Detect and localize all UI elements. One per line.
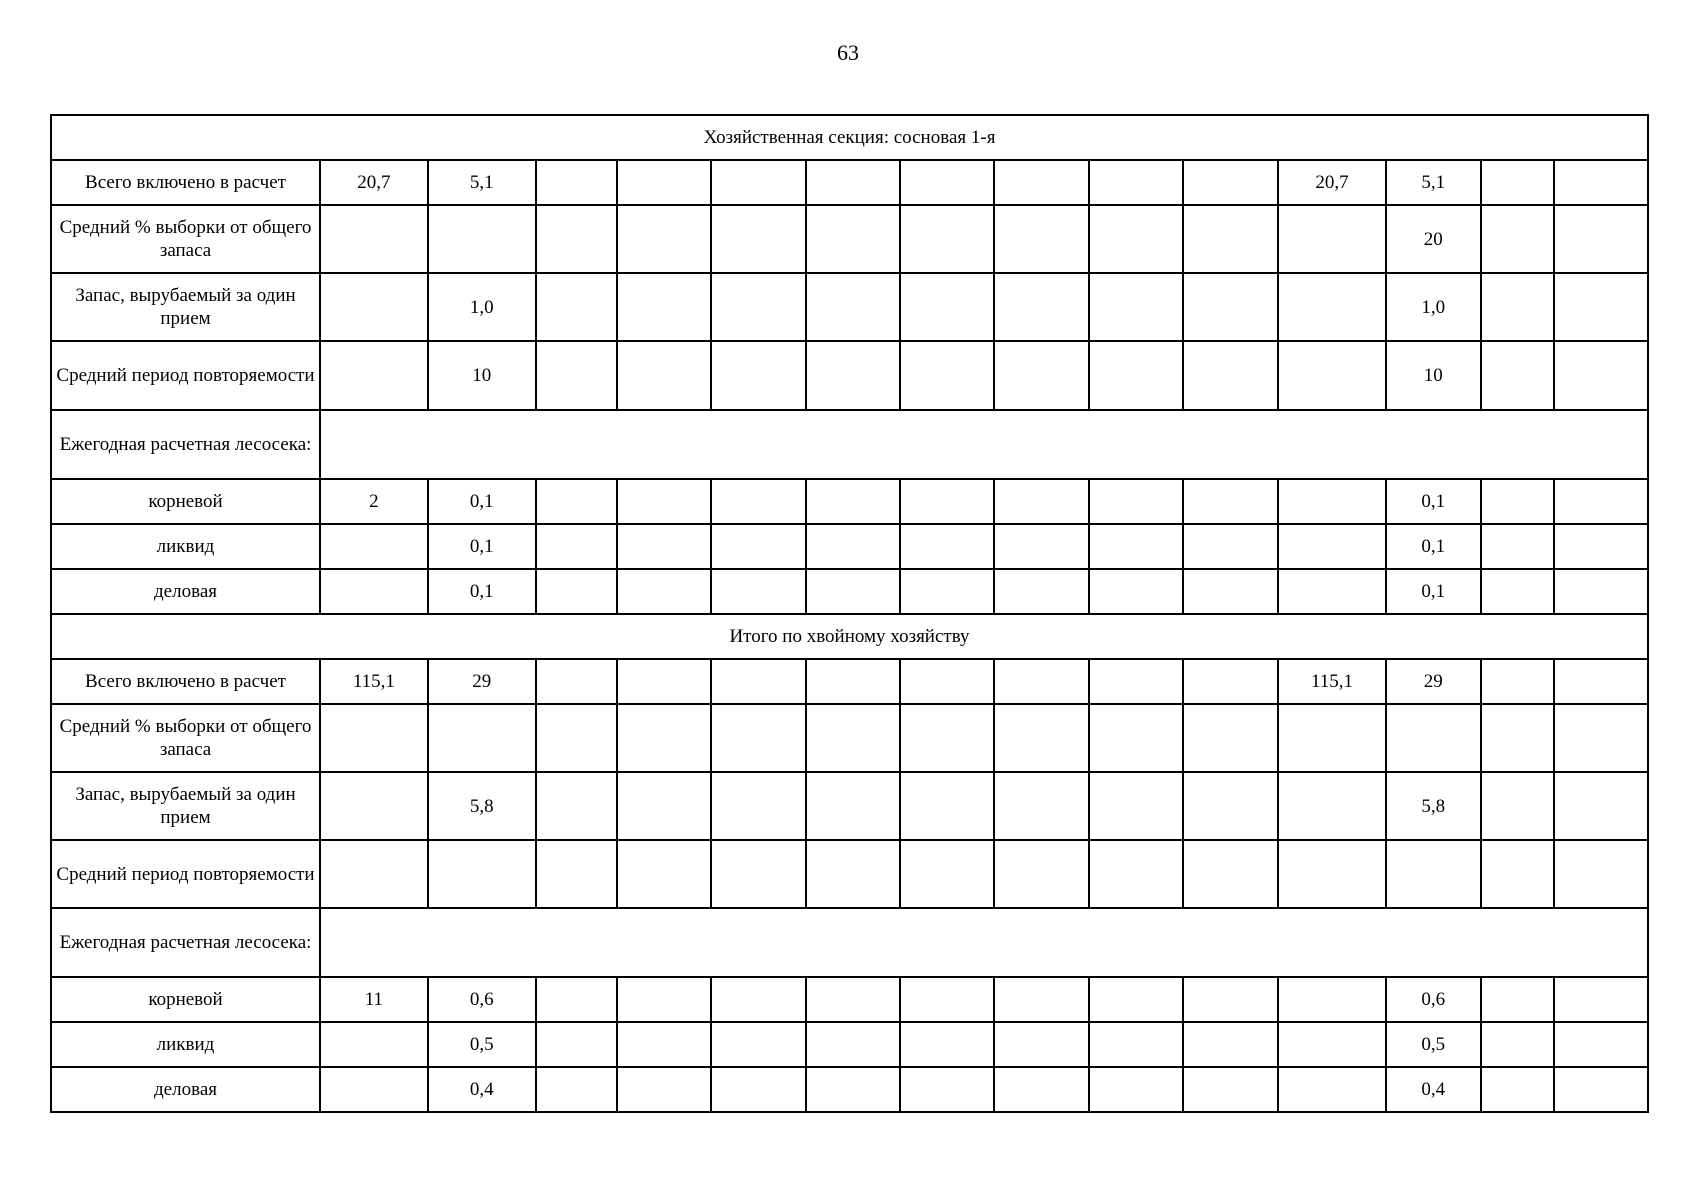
table-cell (1481, 772, 1555, 840)
table-cell (994, 1022, 1089, 1067)
table-row (51, 569, 1648, 614)
table-cell (900, 569, 994, 614)
table-cell (1089, 977, 1184, 1022)
table-cell (900, 479, 994, 524)
table-cell (1183, 341, 1278, 410)
table-cell (806, 524, 901, 569)
table-cell (1278, 772, 1386, 840)
table-cell: 20,7 (1278, 160, 1386, 205)
table-cell (1089, 659, 1184, 704)
table-cell (536, 704, 618, 772)
table-cell (1278, 840, 1386, 908)
table-cell: 29 (428, 659, 536, 704)
table-cell (1089, 273, 1184, 341)
table-cell (1554, 273, 1648, 341)
table-cell (1481, 205, 1555, 273)
table-cell (1554, 704, 1648, 772)
table-cell (617, 772, 711, 840)
table-cell (536, 772, 618, 840)
table-cell (1089, 1022, 1184, 1067)
table-row (51, 341, 1648, 410)
page-number: 63 (837, 40, 859, 65)
table-cell (994, 1067, 1089, 1112)
table-cell (711, 772, 806, 840)
table-cell (1481, 479, 1555, 524)
table-cell (617, 704, 711, 772)
allowable-cut-table (50, 114, 1649, 1113)
table-cell (900, 160, 994, 205)
merged-empty-cell (320, 410, 1648, 479)
table-cell (1481, 569, 1555, 614)
table-cell (1481, 977, 1555, 1022)
table-cell: 0,1 (1386, 524, 1481, 569)
table-cell (617, 569, 711, 614)
table-cell (536, 659, 618, 704)
table-cell (1183, 273, 1278, 341)
table-cell (900, 840, 994, 908)
table-row (51, 479, 1648, 524)
table-cell (1554, 840, 1648, 908)
table-cell (617, 659, 711, 704)
row-label: Средний период повторяемости (51, 341, 320, 410)
table-cell (1278, 205, 1386, 273)
table-cell (536, 977, 618, 1022)
table-cell: 0,4 (1386, 1067, 1481, 1112)
table-cell: 0,1 (428, 569, 536, 614)
table-cell (617, 977, 711, 1022)
table-cell: 0,1 (428, 524, 536, 569)
table-cell: 5,8 (1386, 772, 1481, 840)
table-cell (806, 840, 901, 908)
table-cell (1481, 160, 1555, 205)
table-cell (1183, 479, 1278, 524)
table-cell (711, 1022, 806, 1067)
table-cell (1089, 772, 1184, 840)
table-cell: 10 (1386, 341, 1481, 410)
table-row (51, 659, 1648, 704)
table-row (51, 977, 1648, 1022)
table-cell (900, 524, 994, 569)
table-cell: 1,0 (1386, 273, 1481, 341)
table-cell (320, 772, 428, 840)
table-cell (320, 569, 428, 614)
table-cell (536, 341, 618, 410)
table-cell: 20 (1386, 205, 1481, 273)
table-cell (617, 1022, 711, 1067)
table-cell (536, 160, 618, 205)
row-label: деловая (51, 1067, 320, 1112)
table-cell (711, 160, 806, 205)
table-cell (1554, 1067, 1648, 1112)
table-cell (711, 341, 806, 410)
table-cell (900, 1022, 994, 1067)
table-cell: 0,1 (1386, 569, 1481, 614)
table-cell (1278, 1022, 1386, 1067)
row-label: Всего включено в расчет (51, 160, 320, 205)
table-cell (994, 772, 1089, 840)
table-cell (806, 479, 901, 524)
table-cell (711, 704, 806, 772)
row-label: Средний % выборки от общего запаса (51, 205, 320, 273)
table-row (51, 704, 1648, 772)
table-cell: 115,1 (1278, 659, 1386, 704)
table-cell (806, 569, 901, 614)
table-row (51, 772, 1648, 840)
table-cell (711, 840, 806, 908)
table-cell: 0,5 (428, 1022, 536, 1067)
table-cell (711, 273, 806, 341)
table-cell (1278, 1067, 1386, 1112)
table-cell (994, 205, 1089, 273)
table-cell (806, 1067, 901, 1112)
section-title: Хозяйственная секция: сосновая 1-я (51, 115, 1648, 160)
row-label: Средний период повторяемости (51, 840, 320, 908)
table-cell (536, 1067, 618, 1112)
table-cell (320, 205, 428, 273)
table-cell (1183, 569, 1278, 614)
table-cell (1481, 840, 1555, 908)
row-label: Всего включено в расчет (51, 659, 320, 704)
section-header-row (51, 614, 1648, 659)
table-cell (1481, 524, 1555, 569)
table-cell (1183, 772, 1278, 840)
table-cell (536, 569, 618, 614)
table-cell: 20,7 (320, 160, 428, 205)
table-cell (536, 205, 618, 273)
table-cell: 0,4 (428, 1067, 536, 1112)
row-label: корневой (51, 479, 320, 524)
table-cell (994, 479, 1089, 524)
table-cell (711, 659, 806, 704)
table-cell (806, 772, 901, 840)
table-cell (617, 273, 711, 341)
table-cell (1554, 479, 1648, 524)
table-cell (900, 205, 994, 273)
table-cell (536, 524, 618, 569)
table-cell (900, 704, 994, 772)
table-cell (1089, 840, 1184, 908)
table-cell (1554, 1022, 1648, 1067)
row-label: ликвид (51, 1022, 320, 1067)
table-cell: 29 (1386, 659, 1481, 704)
table-cell (1183, 1022, 1278, 1067)
table-cell (320, 524, 428, 569)
table-cell (1089, 524, 1184, 569)
table-cell (806, 205, 901, 273)
table-cell (536, 840, 618, 908)
table-cell (617, 341, 711, 410)
table-cell (1554, 341, 1648, 410)
table-cell (1089, 569, 1184, 614)
table-cell (1278, 479, 1386, 524)
table-row (51, 840, 1648, 908)
row-label: корневой (51, 977, 320, 1022)
table-cell (320, 1067, 428, 1112)
table-cell: 11 (320, 977, 428, 1022)
table-cell (806, 341, 901, 410)
table-cell (1554, 977, 1648, 1022)
table-cell (806, 704, 901, 772)
row-label: Запас, вырубаемый за один прием (51, 772, 320, 840)
table-row (51, 1022, 1648, 1067)
table-cell (1089, 704, 1184, 772)
table-cell (428, 840, 536, 908)
table-cell (900, 1067, 994, 1112)
table-cell: 0,5 (1386, 1022, 1481, 1067)
table-cell (1278, 569, 1386, 614)
table-cell (900, 772, 994, 840)
table-cell (900, 977, 994, 1022)
table-cell (900, 341, 994, 410)
table-cell (320, 1022, 428, 1067)
table-cell (994, 569, 1089, 614)
table-cell (617, 1067, 711, 1112)
table-cell (1183, 840, 1278, 908)
table-cell (900, 659, 994, 704)
table-cell: 2 (320, 479, 428, 524)
table-cell (806, 977, 901, 1022)
table-cell (1386, 840, 1481, 908)
table-cell (994, 273, 1089, 341)
table-cell (711, 1067, 806, 1112)
table-cell (1089, 479, 1184, 524)
table-row (51, 160, 1648, 205)
table-cell (1481, 341, 1555, 410)
table-row (51, 524, 1648, 569)
table-cell: 0,6 (1386, 977, 1481, 1022)
table-cell (1481, 1067, 1555, 1112)
table-cell: 0,6 (428, 977, 536, 1022)
table-cell: 5,1 (1386, 160, 1481, 205)
table-cell (1386, 704, 1481, 772)
table-cell (1183, 205, 1278, 273)
table-cell (711, 524, 806, 569)
table-cell (320, 273, 428, 341)
table-row (51, 273, 1648, 341)
table-cell (536, 479, 618, 524)
table-cell (1554, 160, 1648, 205)
table-cell (1554, 205, 1648, 273)
table-cell (1278, 273, 1386, 341)
section-title: Итого по хвойному хозяйству (51, 614, 1648, 659)
table-cell (428, 205, 536, 273)
table-cell (806, 1022, 901, 1067)
table-cell (711, 977, 806, 1022)
table-cell: 0,1 (428, 479, 536, 524)
table-cell (1278, 704, 1386, 772)
table-cell (711, 205, 806, 273)
row-label: ликвид (51, 524, 320, 569)
table-cell (1183, 659, 1278, 704)
table-cell (806, 273, 901, 341)
row-label: деловая (51, 569, 320, 614)
table-cell (617, 160, 711, 205)
table-cell: 5,8 (428, 772, 536, 840)
row-label: Средний % выборки от общего запаса (51, 704, 320, 772)
table-row (51, 1067, 1648, 1112)
table-cell: 10 (428, 341, 536, 410)
table-cell (1278, 977, 1386, 1022)
table-row (51, 205, 1648, 273)
table-cell (1089, 341, 1184, 410)
table-cell (1089, 205, 1184, 273)
table-cell (806, 160, 901, 205)
table-cell (994, 704, 1089, 772)
table-cell (428, 704, 536, 772)
table-cell (711, 569, 806, 614)
table-cell (994, 659, 1089, 704)
table-cell (617, 840, 711, 908)
table-cell (617, 205, 711, 273)
table-cell (320, 704, 428, 772)
table-row (51, 410, 1648, 479)
table-cell (1183, 1067, 1278, 1112)
table-cell (1278, 524, 1386, 569)
table-cell (711, 479, 806, 524)
section-header-row (51, 115, 1648, 160)
table-cell (994, 977, 1089, 1022)
table-cell (1183, 524, 1278, 569)
table-cell (536, 273, 618, 341)
table-cell (1183, 704, 1278, 772)
table-cell: 0,1 (1386, 479, 1481, 524)
table-cell (900, 273, 994, 341)
table-cell (1183, 160, 1278, 205)
table-cell (1481, 273, 1555, 341)
table-cell (1554, 569, 1648, 614)
table-cell (994, 341, 1089, 410)
table-cell (1089, 1067, 1184, 1112)
row-label: Запас, вырубаемый за один прием (51, 273, 320, 341)
table-cell (1481, 659, 1555, 704)
table-cell (617, 524, 711, 569)
table-cell: 115,1 (320, 659, 428, 704)
table-cell (1089, 160, 1184, 205)
row-label: Ежегодная расчетная лесосека: (51, 410, 320, 479)
table-row (51, 908, 1648, 977)
table-cell: 5,1 (428, 160, 536, 205)
table-cell (1481, 1022, 1555, 1067)
table-cell (1554, 659, 1648, 704)
table-cell (1554, 524, 1648, 569)
table-cell (1481, 704, 1555, 772)
table-cell (806, 659, 901, 704)
table-cell (536, 1022, 618, 1067)
table-cell (1278, 341, 1386, 410)
table-cell (1183, 977, 1278, 1022)
table-cell (617, 479, 711, 524)
table-cell: 1,0 (428, 273, 536, 341)
table-cell (994, 524, 1089, 569)
table-cell (1554, 772, 1648, 840)
table-cell (320, 840, 428, 908)
table-cell (994, 840, 1089, 908)
table-cell (994, 160, 1089, 205)
table-cell (320, 341, 428, 410)
merged-empty-cell (320, 908, 1648, 977)
row-label: Ежегодная расчетная лесосека: (51, 908, 320, 977)
